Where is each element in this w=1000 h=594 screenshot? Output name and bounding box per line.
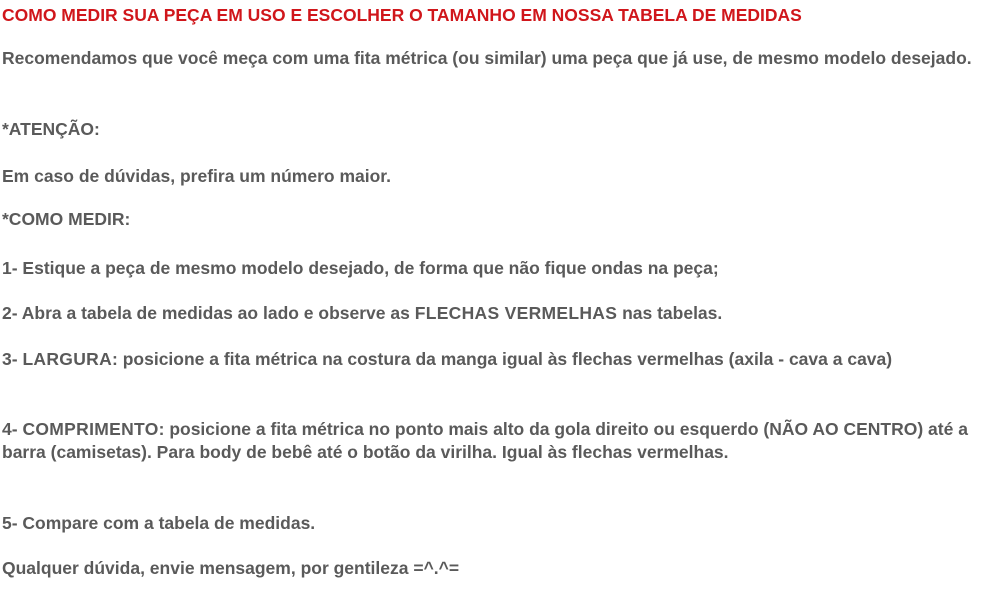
step-2-text-start: 2- Abra a tabela de medidas ao lado e observe as — [2, 303, 415, 323]
step-5: 5- Compare com a tabela de medidas. — [2, 513, 316, 533]
step-4-text: : posicione a fita métrica no ponto mais alto da gola direito ou esquerdo (NÃO AO CENTRO) até a barra (camisetas). Para body de bebê até o botão da virilha. Igual às flechas vermelhas. — [2, 419, 968, 462]
intro-paragraph: Recomendamos que você meça com uma fita métrica (ou similar) uma peça que já use, de mesmo modelo desejado. — [2, 48, 972, 68]
step-2-red-arrows-emphasis: FLECHAS VERMELHAS — [414, 303, 618, 323]
step-3-text: : posicione a fita métrica na costura da manga igual às flechas vermelhas (axila - cava a cava) — [112, 349, 893, 369]
attention-heading: *ATENÇÃO: — [2, 119, 100, 139]
step-3-width-emphasis: LARGURA — [22, 349, 113, 369]
step-4-length-emphasis: COMPRIMENTO — [22, 419, 159, 439]
how-to-measure-heading: *COMO MEDIR: — [2, 209, 131, 229]
page-title: COMO MEDIR SUA PEÇA EM USO E ESCOLHER O TAMANHO EM NOSSA TABELA DE MEDIDAS — [2, 5, 802, 25]
step-2 — [2, 302, 992, 325]
step-4 — [2, 418, 992, 464]
closing-note: Qualquer dúvida, envie mensagem, por gentileza =^.^= — [2, 558, 460, 578]
step-3 — [2, 348, 992, 371]
step-4-number: 4- — [2, 419, 23, 439]
attention-text: Em caso de dúvidas, prefira um número maior. — [2, 166, 392, 186]
step-2-text-end: nas tabelas. — [617, 303, 723, 323]
step-1: 1- Estique a peça de mesmo modelo desejado, de forma que não fique ondas na peça; — [2, 258, 719, 278]
step-3-number: 3- — [2, 349, 23, 369]
